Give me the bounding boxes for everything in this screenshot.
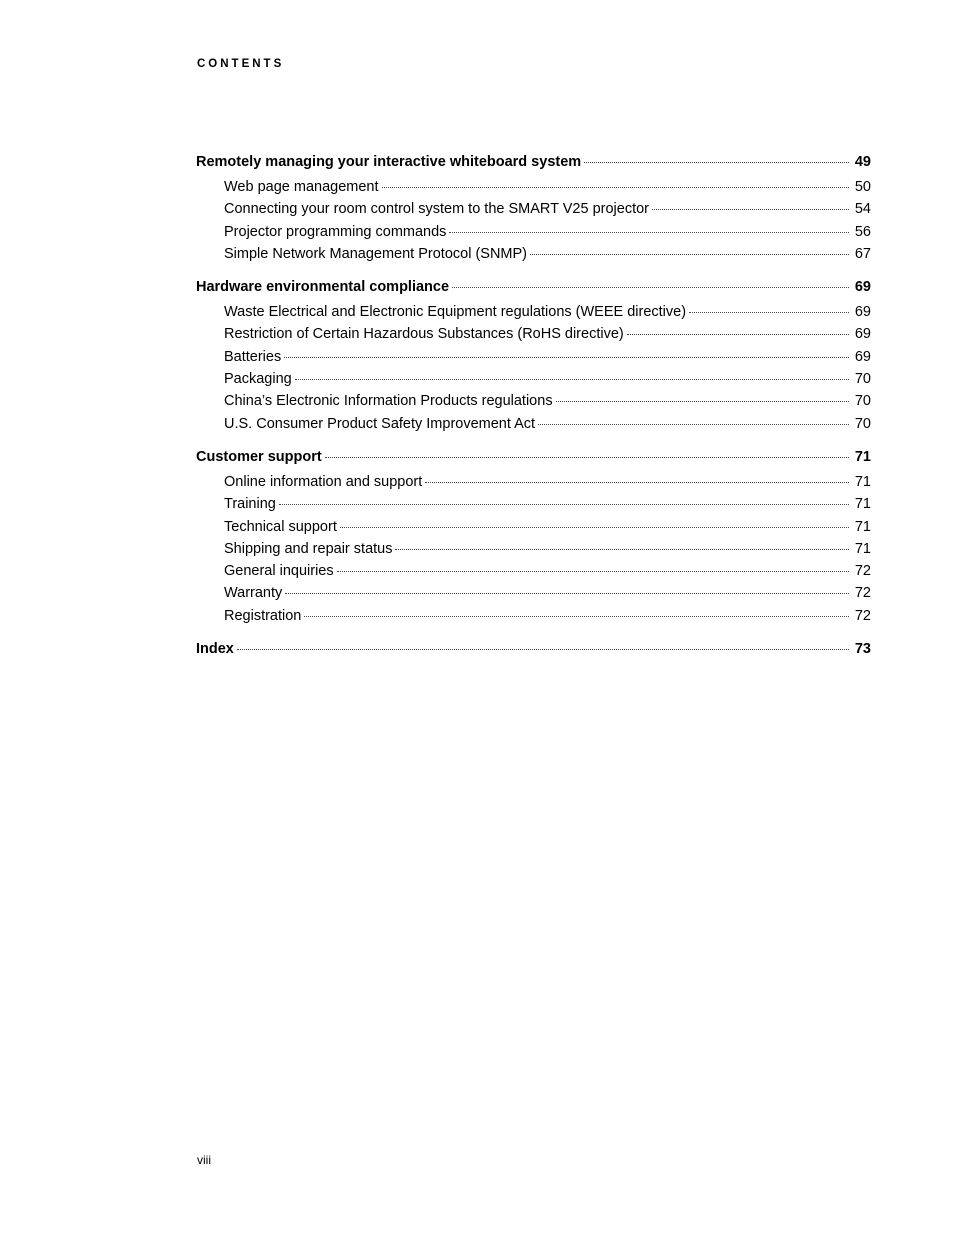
running-header: CONTENTS (197, 58, 285, 70)
dot-leader (538, 424, 849, 425)
toc-entry[interactable] (196, 301, 871, 323)
toc-entry[interactable] (196, 605, 871, 627)
dot-leader (285, 593, 849, 594)
dot-leader (325, 457, 849, 458)
toc-entry-title: Web page management (224, 179, 379, 195)
dot-leader (284, 357, 849, 358)
toc-chapter-title: Customer support (196, 448, 322, 465)
table-of-contents (196, 150, 871, 671)
toc-page-number: 69 (854, 326, 871, 343)
toc-entry[interactable] (196, 413, 871, 435)
toc-page-number: 70 (854, 393, 871, 410)
toc-entry[interactable] (196, 368, 871, 390)
toc-entry[interactable] (196, 516, 871, 538)
toc-section (196, 445, 871, 627)
toc-page-number: 69 (854, 279, 871, 296)
toc-entry[interactable] (196, 243, 871, 265)
toc-entry-title: Registration (224, 607, 302, 624)
dot-leader (452, 287, 849, 288)
toc-chapter-entry[interactable] (196, 637, 871, 661)
toc-page-number: 72 (854, 607, 871, 624)
toc-entry-title: Batteries (224, 348, 282, 365)
toc-entry-title: Packaging (224, 371, 292, 388)
toc-entry[interactable] (196, 582, 871, 604)
toc-entry-title: Projector programming commands (224, 223, 447, 240)
toc-section (196, 150, 871, 265)
dot-leader (304, 616, 849, 617)
toc-entry[interactable] (196, 221, 871, 243)
toc-entry-title: China’s Electronic Information Products regulations (224, 393, 553, 410)
toc-entry-title: Warranty (224, 585, 283, 602)
toc-entry-title: Simple Network Management Protocol (SNMP) (224, 245, 527, 262)
toc-entry-title: General inquiries (224, 563, 334, 580)
dot-leader (652, 209, 849, 210)
toc-page-number: 67 (854, 245, 871, 262)
toc-page-number: 73 (854, 641, 871, 658)
toc-entry-title: Restriction of Certain Hazardous Substances (RoHS directive) (224, 326, 624, 343)
dot-leader (425, 482, 849, 483)
toc-page-number: 71 (854, 473, 871, 490)
toc-entry[interactable] (196, 176, 871, 198)
dot-leader (340, 527, 849, 528)
toc-page-number: 72 (854, 563, 871, 580)
toc-page-number: 69 (854, 348, 871, 365)
toc-entry[interactable] (196, 493, 871, 515)
toc-entry[interactable] (196, 471, 871, 493)
toc-entry-title: Technical support (224, 518, 337, 535)
dot-leader (382, 187, 849, 188)
toc-entry-title: Waste Electrical and Electronic Equipment regulations (WEEE directive) (224, 304, 687, 321)
toc-entry[interactable] (196, 346, 871, 368)
toc-entry-title: U.S. Consumer Product Safety Improvement Act (224, 415, 536, 432)
dot-leader (449, 232, 849, 233)
toc-page-number: 69 (854, 304, 871, 321)
dot-leader (556, 401, 849, 402)
toc-page-number: 54 (854, 201, 871, 218)
toc-entry[interactable] (196, 198, 871, 220)
toc-entry[interactable] (196, 390, 871, 412)
dot-leader (584, 162, 849, 163)
toc-page-number: 71 (854, 540, 871, 557)
toc-entry-title: Training (224, 496, 276, 513)
toc-chapter-title: Index (196, 641, 234, 658)
dot-leader (279, 504, 849, 505)
toc-chapter-entry[interactable] (196, 445, 871, 469)
toc-chapter-entry[interactable] (196, 275, 871, 299)
toc-page-number: 70 (854, 371, 871, 388)
toc-page-number: 50 (854, 179, 871, 195)
dot-leader (295, 379, 849, 380)
dot-leader (237, 649, 849, 650)
dot-leader (530, 254, 849, 255)
toc-entry[interactable] (196, 323, 871, 345)
toc-page-number: 56 (854, 223, 871, 240)
toc-page-number: 71 (854, 518, 871, 535)
toc-page-number: 71 (854, 448, 871, 465)
toc-entry-title: Shipping and repair status (224, 540, 393, 557)
dot-leader (395, 549, 849, 550)
toc-page-number: 71 (854, 496, 871, 513)
dot-leader (337, 571, 849, 572)
dot-leader (689, 312, 849, 313)
dot-leader (627, 334, 849, 335)
toc-entry[interactable] (196, 538, 871, 560)
toc-chapter-title: Remotely managing your interactive whiteboard system (196, 154, 582, 170)
toc-entry-title: Connecting your room control system to the SMART V25 projector (224, 201, 649, 218)
toc-chapter-entry[interactable] (196, 150, 871, 174)
page-number: viii (197, 1153, 211, 1167)
toc-chapter-title: Hardware environmental compliance (196, 279, 450, 296)
toc-page-number: 70 (854, 415, 871, 432)
toc-page-number: 72 (854, 585, 871, 602)
toc-entry-title: Online information and support (224, 473, 423, 490)
toc-section (196, 275, 871, 435)
toc-entry[interactable] (196, 560, 871, 582)
toc-page-number: 49 (854, 154, 871, 170)
toc-section (196, 637, 871, 661)
